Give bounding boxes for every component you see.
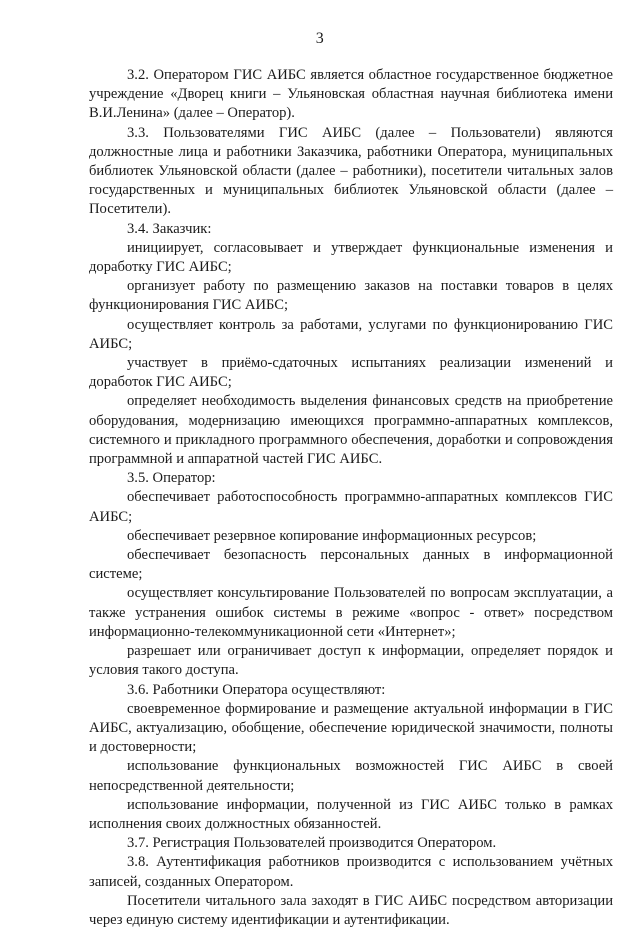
operator-duty: обеспечивает безопасность персональных данных в информационной системе;	[89, 547, 613, 583]
section-heading-customer: 3.4. Заказчик:	[127, 220, 212, 237]
paragraph-3-8: 3.8. Аутентификация работников производится с использованием учётных записей, созданных Оператором.	[89, 854, 613, 890]
customer-duty: определяет необходимость выделения финансовых средств на приобретение оборудования, модернизацию имеющихся программно-аппаратных комплексов, системного и прикладного программного обеспечения, доработки и сопровождения программной и аппаратной частей ГИС АИБС.	[89, 393, 613, 468]
customer-duty: осуществляет контроль за работами, услугами по функционированию ГИС АИБС;	[89, 316, 613, 352]
customer-duty: участвует в приёмо-сдаточных испытаниях реализации изменений и доработок ГИС АИБС;	[89, 355, 613, 391]
customer-duty: инициирует, согласовывает и утверждает функциональные изменения и доработку ГИС АИБС;	[89, 239, 613, 276]
operator-staff-duty: использование информации, полученной из ГИС АИБС только в рамках исполнения своих должностных обязанностей.	[89, 796, 613, 832]
customer-duty: организует работу по размещению заказов на поставки товаров в целях функционирования ГИС АИБС;	[89, 278, 613, 314]
operator-duty: обеспечивает работоспособность программно-аппаратных комплексов ГИС АИБС;	[89, 489, 613, 525]
page-number: 3	[315, 30, 325, 47]
paragraph-3-7: 3.7. Регистрация Пользователей производится Оператором.	[127, 835, 497, 852]
paragraph-3-3: 3.3. Пользователями ГИС АИБС (далее – Пользователи) являются должностные лица и работники Заказчика, работники Оператора, муниципальных библиотек Ульяновской области (далее – работники), посетители читальных залов государственных и муниципальных библиотек Ульяновской области (далее – Посетители).	[89, 124, 613, 218]
operator-duty: обеспечивает резервное копирование информационных ресурсов;	[127, 527, 537, 544]
operator-staff-duty: своевременное формирование и размещение актуальной информации в ГИС АИБС, актуализацию, обобщение, обеспечение юридической значимости, полноты и достоверности;	[89, 700, 613, 756]
operator-staff-duty: использование функциональных возможностей ГИС АИБС в своей непосредственной деятельности;	[89, 758, 613, 794]
operator-duty: разрешает или ограничивает доступ к информации, определяет порядок и условия такого доступа.	[89, 643, 613, 679]
section-heading-operator: 3.5. Оператор:	[127, 470, 216, 487]
document-body	[89, 66, 613, 930]
section-heading-operator-staff: 3.6. Работники Оператора осуществляют:	[127, 681, 386, 698]
paragraph-3-2: 3.2. Оператором ГИС АИБС является областное государственное бюджетное учреждение «Дворец книги – Ульяновская областная научная библиотека имени В.И.Ленина» (далее – Оператор).	[89, 67, 613, 122]
paragraph-visitors: Посетители читального зала заходят в ГИС АИБС посредством авторизации через единую систему идентификации и аутентификации.	[89, 892, 613, 928]
operator-duty: осуществляет консультирование Пользователей по вопросам эксплуатации, а также устранения ошибок системы в режиме «вопрос - ответ» посредством информационно-телекоммуникационной сети «Интернет»;	[89, 585, 613, 640]
